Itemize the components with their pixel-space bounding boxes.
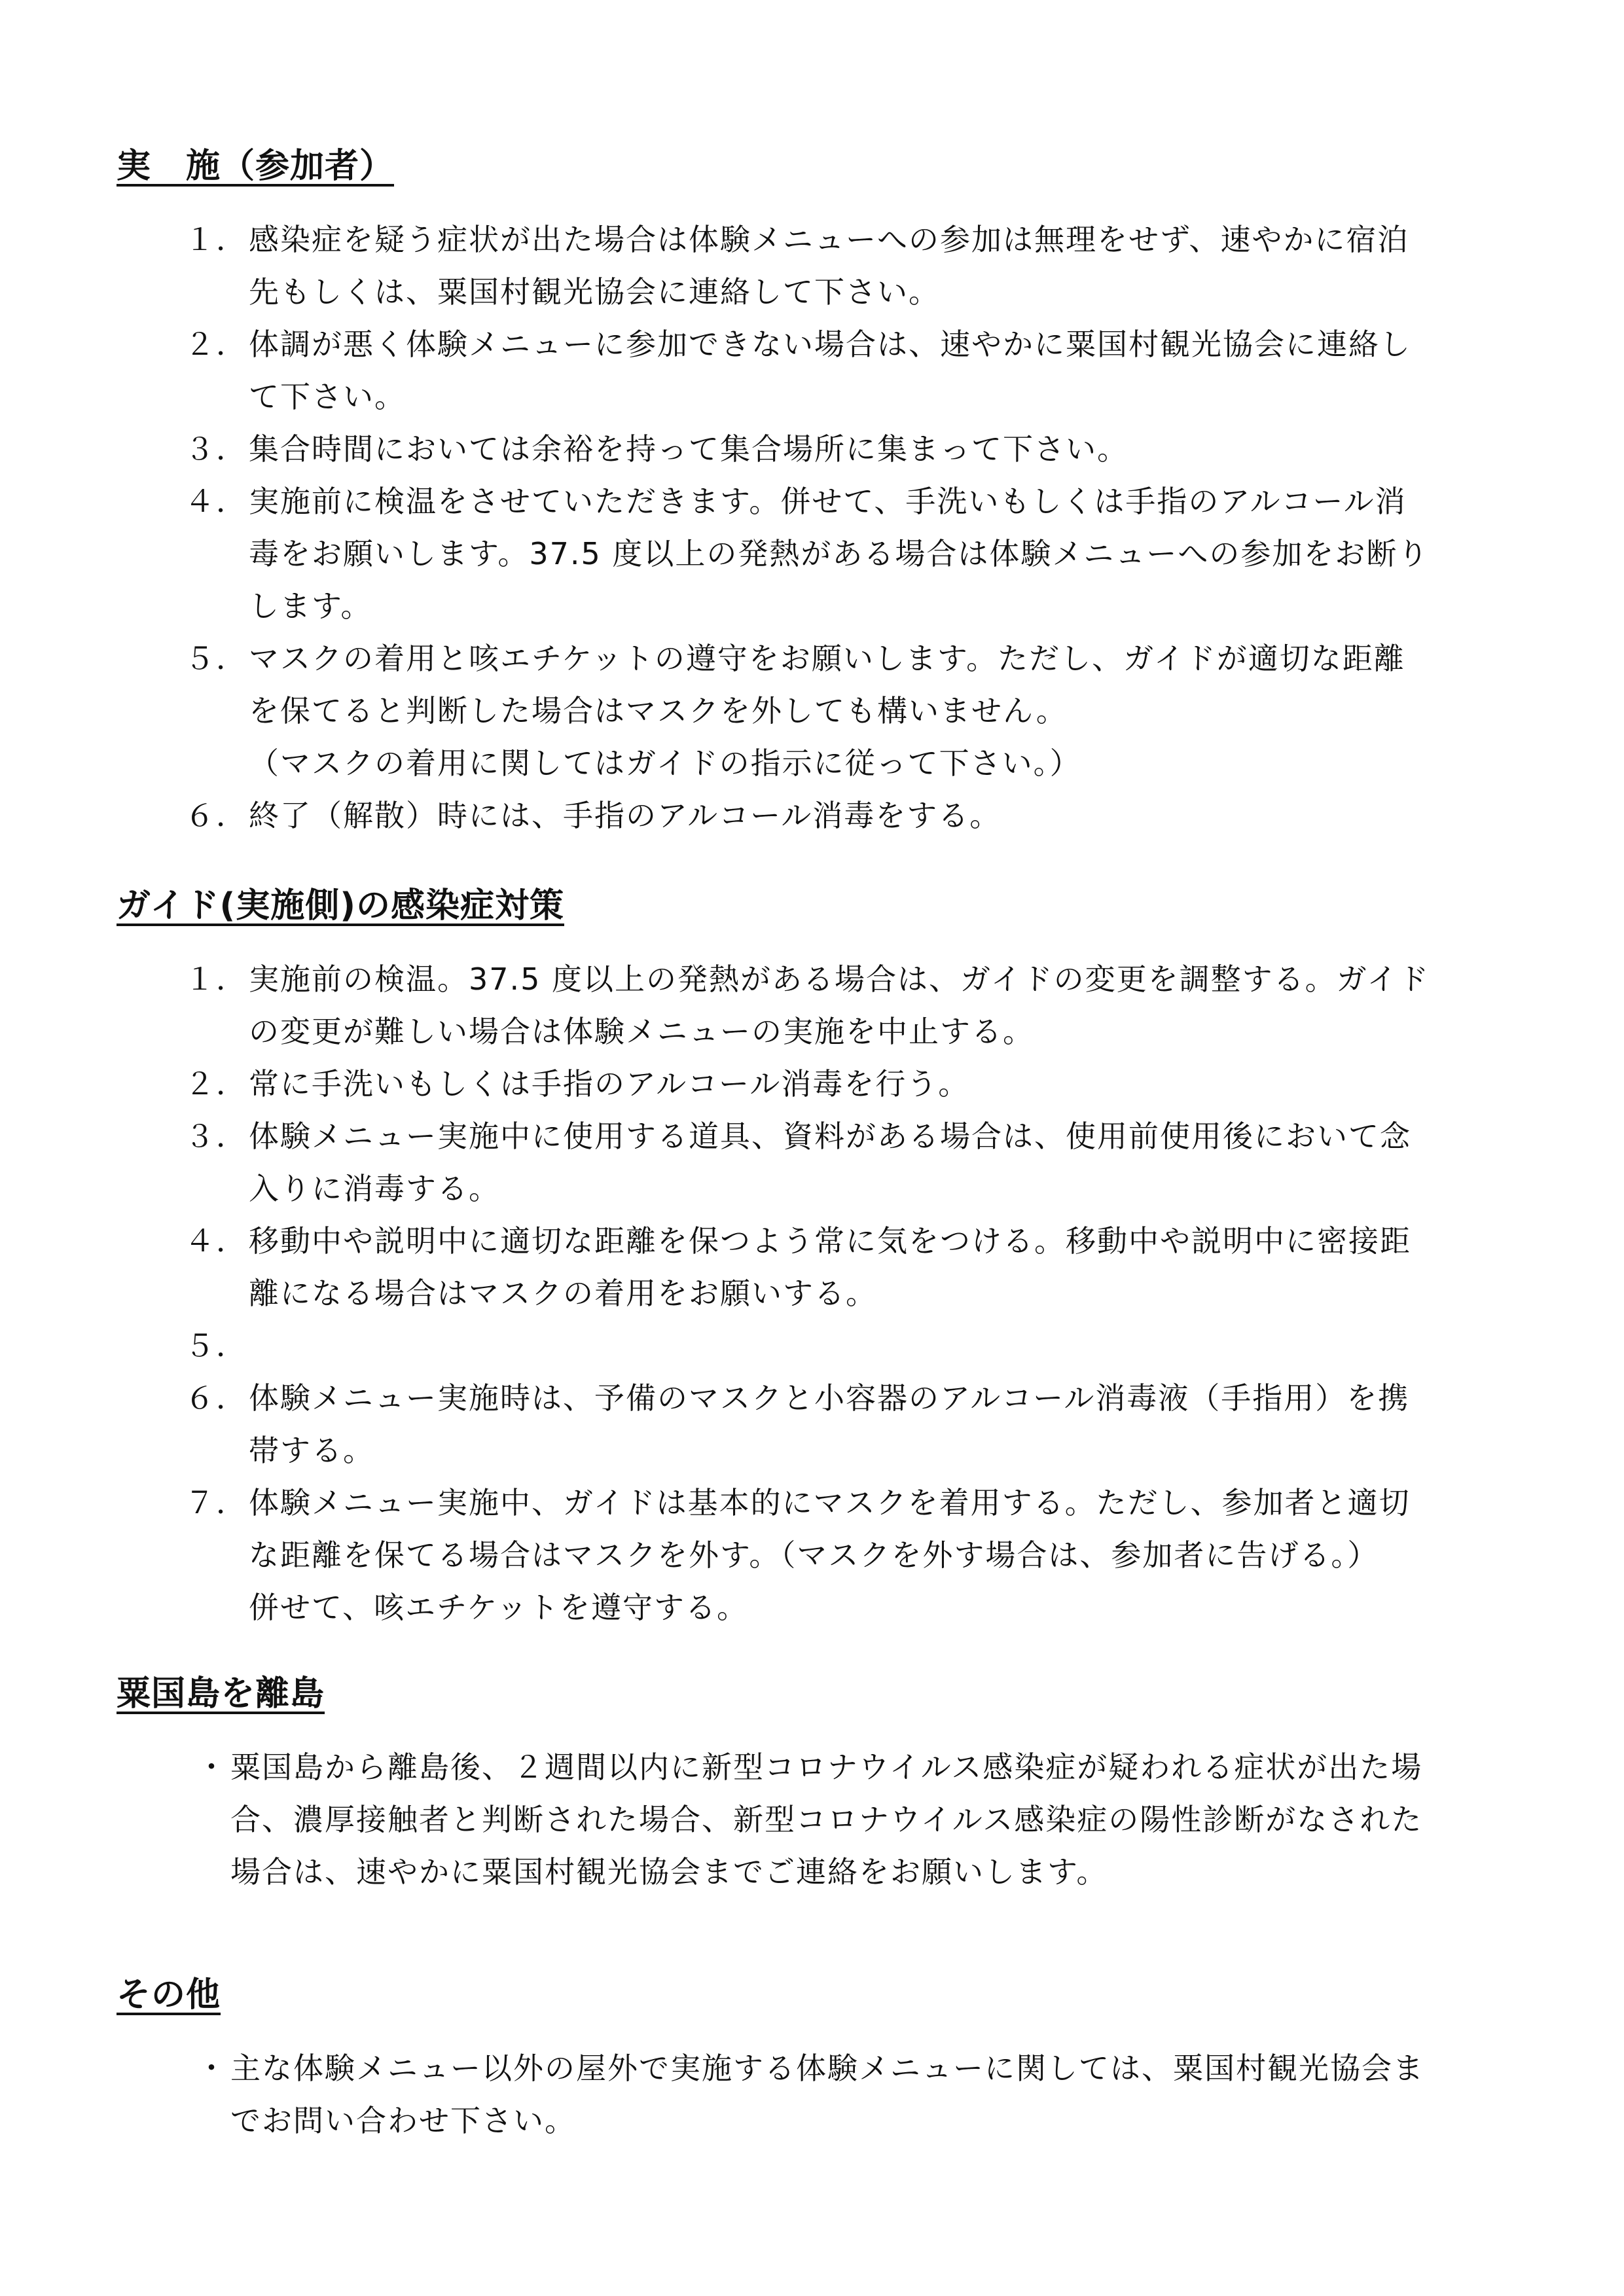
list-item bbox=[185, 318, 1481, 423]
section-heading-other: その他 bbox=[117, 1975, 221, 2015]
text-line: 体験メニュー実施中に使用する道具、資料がある場合は、使用前使用後において念 bbox=[249, 1119, 1411, 1154]
item-text bbox=[249, 1110, 1481, 1215]
item-number: ６． bbox=[185, 798, 247, 833]
text-line: 粟国島から離島後、２週間以内に新型コロナウイルス感染症が疑われる症状が出た場 bbox=[230, 1749, 1423, 1785]
text-line: でお問い合わせ下さい。 bbox=[230, 2103, 576, 2138]
item-text bbox=[249, 1319, 1481, 1372]
item-text bbox=[249, 1215, 1481, 1319]
list-item bbox=[185, 1319, 1481, 1372]
item-number: ５． bbox=[185, 1328, 247, 1363]
participants-list bbox=[185, 213, 1481, 842]
item-text bbox=[249, 1058, 1481, 1110]
item-text bbox=[249, 1477, 1481, 1634]
text-line: 終了（解散）時には、手指のアルコール消毒をする。 bbox=[249, 798, 1001, 833]
item-text bbox=[249, 475, 1481, 632]
text-line: な距離を保てる場合はマスクを外す。（マスクを外す場合は、参加者に告げる。） bbox=[249, 1537, 1379, 1573]
list-item bbox=[185, 789, 1481, 842]
text-line: 離になる場合はマスクの着用をお願いする。 bbox=[249, 1276, 877, 1311]
list-item bbox=[185, 1477, 1481, 1634]
item-text bbox=[230, 2042, 1481, 2147]
text-line: 体験メニュー実施中、ガイドは基本的にマスクを着用する。ただし、参加者と適切 bbox=[249, 1485, 1411, 1520]
item-number: ２． bbox=[185, 327, 247, 362]
list-item bbox=[185, 423, 1481, 475]
text-line: を保てると判断した場合はマスクを外しても構いません。 bbox=[249, 693, 1068, 728]
text-line: 併せて、咳エチケットを遵守する。 bbox=[249, 1590, 748, 1625]
item-number: ６． bbox=[185, 1380, 247, 1416]
text-line: します。 bbox=[249, 588, 372, 624]
item-number: ４． bbox=[185, 484, 247, 519]
item-bullet: ・ bbox=[196, 1749, 228, 1785]
text-line: 場合は、速やかに粟国村観光協会までご連絡をお願いします。 bbox=[230, 1854, 1108, 1890]
list-item bbox=[196, 2042, 1481, 2147]
text-line: 移動中や説明中に適切な距離を保つよう常に気をつける。移動中や説明中に密接距 bbox=[249, 1223, 1411, 1259]
item-text bbox=[249, 1372, 1481, 1477]
list-item bbox=[185, 953, 1481, 1058]
text-line: て下さい。 bbox=[249, 379, 406, 414]
text-line bbox=[249, 1319, 1481, 1372]
text-line: 実施前の検温。37.5 度以上の発熱がある場合は、ガイドの変更を調整する。ガイド bbox=[249, 961, 1430, 997]
text-line: 先もしくは、粟国村観光協会に連絡して下さい。 bbox=[249, 274, 940, 310]
item-bullet: ・ bbox=[196, 2051, 228, 2086]
item-number: ４． bbox=[185, 1223, 247, 1259]
item-text bbox=[249, 632, 1481, 789]
item-text bbox=[249, 789, 1481, 842]
list-item bbox=[185, 213, 1481, 318]
list-item bbox=[196, 1741, 1481, 1898]
item-text bbox=[249, 953, 1481, 1058]
item-number: ３． bbox=[185, 1119, 247, 1154]
text-line: 主な体験メニュー以外の屋外で実施する体験メニューに関しては、粟国村観光協会ま bbox=[230, 2051, 1424, 2086]
text-line: 毒をお願いします。37.5 度以上の発熱がある場合は体験メニューへの参加をお断り bbox=[249, 536, 1430, 571]
leaving-island-list bbox=[196, 1741, 1481, 1898]
list-item bbox=[185, 1215, 1481, 1319]
item-number: ５． bbox=[185, 641, 247, 676]
section-heading-leaving-island: 粟国島を離島 bbox=[117, 1674, 325, 1713]
text-line: 入りに消毒する。 bbox=[249, 1171, 500, 1206]
list-item bbox=[185, 1058, 1481, 1110]
list-item bbox=[185, 1110, 1481, 1215]
item-number: ３． bbox=[185, 431, 247, 467]
text-line: 帯する。 bbox=[249, 1433, 374, 1468]
list-item bbox=[185, 632, 1481, 789]
text-line: 実施前に検温をさせていただきます。併せて、手洗いもしくは手指のアルコール消 bbox=[249, 484, 1407, 519]
guide-measures-list bbox=[185, 953, 1481, 1634]
other-list bbox=[196, 2042, 1481, 2147]
item-number: １． bbox=[185, 222, 247, 257]
text-line: 常に手洗いもしくは手指のアルコール消毒を行う。 bbox=[249, 1066, 970, 1102]
section-heading-participants: 実 施（参加者） bbox=[117, 147, 395, 186]
item-text bbox=[230, 1741, 1481, 1898]
text-line: 感染症を疑う症状が出た場合は体験メニューへの参加は無理をせず、速やかに宿泊 bbox=[249, 222, 1409, 257]
item-number: ７． bbox=[185, 1485, 247, 1520]
item-number: ２． bbox=[185, 1066, 247, 1102]
text-line: の変更が難しい場合は体験メニューの実施を中止する。 bbox=[249, 1014, 1034, 1049]
section-heading-guide-measures: ガイド(実施側)の感染症対策 bbox=[117, 886, 564, 925]
item-text bbox=[249, 423, 1481, 475]
text-line: 合、濃厚接触者と判断された場合、新型コロナウイルス感染症の陽性診断がなされた bbox=[230, 1802, 1423, 1837]
list-item bbox=[185, 475, 1481, 632]
list-item bbox=[185, 1372, 1481, 1477]
item-text bbox=[249, 213, 1481, 318]
text-line: 集合時間においては余裕を持って集合場所に集まって下さい。 bbox=[249, 431, 1128, 467]
item-number: １． bbox=[185, 961, 247, 997]
text-line: 体調が悪く体験メニューに参加できない場合は、速やかに粟国村観光協会に連絡し bbox=[249, 327, 1411, 362]
text-line: （マスクの着用に関してはガイドの指示に従って下さい。） bbox=[249, 745, 1081, 781]
text-line: マスクの着用と咳エチケットの遵守をお願いします。ただし、ガイドが適切な距離 bbox=[249, 641, 1405, 676]
item-text bbox=[249, 318, 1481, 423]
text-line: 体験メニュー実施時は、予備のマスクと小容器のアルコール消毒液（手指用）を携 bbox=[249, 1380, 1410, 1416]
